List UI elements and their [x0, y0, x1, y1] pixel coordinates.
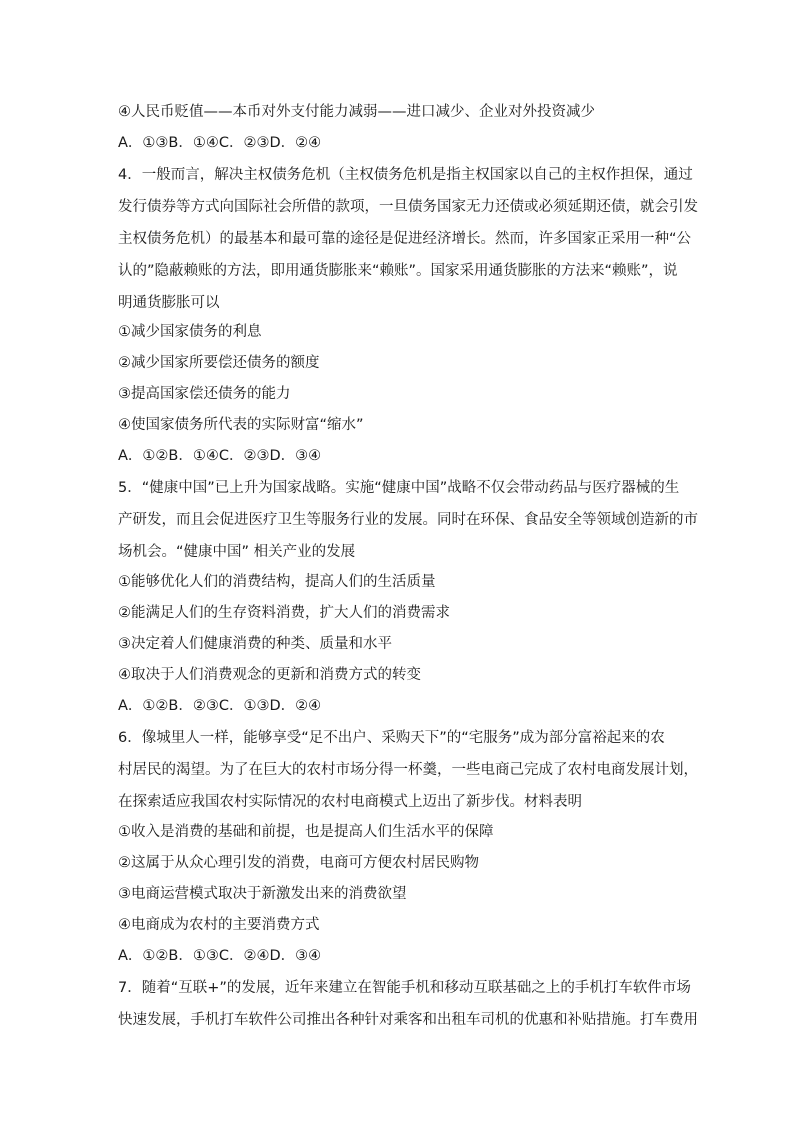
question-4-text: 认的”隐蔽赖账的方法，即用通货膨胀来“赖账”。国家采用通货膨胀的方法来“赖账”，说 — [118, 263, 678, 279]
option-line: ④人民币贬值——本币对外支付能力减弱——进口减少、企业对外投资减少 — [118, 104, 595, 120]
answer-choices: A．①②B．①④C．②③D．③④ — [118, 448, 322, 464]
option-line: ③提高国家偿还债务的能力 — [118, 386, 291, 402]
option-line: ②这属于从众心理引发的消费，电商可方便农村居民购物 — [118, 855, 479, 871]
question-7-text: 7．随着“互联+”的发展，近年来建立在智能手机和移动互联基础之上的手机打车软件市场 — [118, 980, 691, 996]
question-6-text: 村居民的渴望。为了在巨大的农村市场分得一杯羹，一些电商己完成了农村电商发展计划， — [118, 762, 698, 778]
option-line: ①能够优化人们的消费结构，提高人们的生活质量 — [118, 574, 436, 590]
answer-choices: A．①②B．①③C．②④D．③④ — [118, 948, 322, 964]
question-5-text: 5．“健康中国”已上升为国家战略。实施“健康中国”战略不仅会带动药品与医疗器械的生 — [118, 480, 680, 496]
question-6-text: 6．像城里人一样，能够享受“足不出户、采购天下”的“宅服务”成为部分富裕起来的农 — [118, 730, 665, 746]
question-6-text: 在探索适应我国农村实际情况的农村电商模式上迈出了新步伐。材料表明 — [118, 794, 582, 810]
option-line: ①收入是消费的基础和前提，也是提高人们生活水平的保障 — [118, 824, 494, 840]
option-line: ③决定着人们健康消费的种类、质量和水平 — [118, 636, 392, 652]
answer-choices: A．①③B．①④C．②③D．②④ — [118, 135, 322, 151]
option-line: ②能满足人们的生存资料消费，扩大人们的消费需求 — [118, 605, 450, 621]
question-4-text: 明通货膨胀可以 — [118, 295, 220, 311]
answer-choices: A．①②B．②③C．①③D．②④ — [118, 698, 322, 714]
option-line: ①减少国家债务的利息 — [118, 324, 262, 340]
question-7-text: 快速发展，手机打车软件公司推出各种针对乘客和出租车司机的优惠和补贴措施。打车费用 — [118, 1012, 698, 1028]
question-5-text: 场机会。“健康中国” 相关产业的发展 — [118, 544, 356, 560]
question-4-text: 发行债券等方式向国际社会所借的款项，一旦债务国家无力还债或必须延期还债，就会引发 — [118, 199, 698, 215]
question-5-text: 产研发，而且会促进医疗卫生等服务行业的发展。同时在环保、食品安全等领域创造新的市 — [118, 512, 698, 528]
question-4-text: 主权债务危机）的最基本和最可靠的途径是促进经济增长。然而，许多国家正采用一种“公 — [118, 231, 692, 247]
option-line: ③电商运营模式取决于新激发出来的消费欲望 — [118, 886, 407, 902]
option-line: ④电商成为农村的主要消费方式 — [118, 917, 320, 933]
option-line: ②减少国家所要偿还债务的额度 — [118, 355, 320, 371]
option-line: ④取决于人们消费观念的更新和消费方式的转变 — [118, 667, 421, 683]
question-4-text: 4．一般而言，解决主权债务危机（主权债务危机是指主权国家以自己的主权作担保，通过 — [118, 167, 693, 183]
option-line: ④使国家债务所代表的实际财富“缩水” — [118, 417, 364, 433]
